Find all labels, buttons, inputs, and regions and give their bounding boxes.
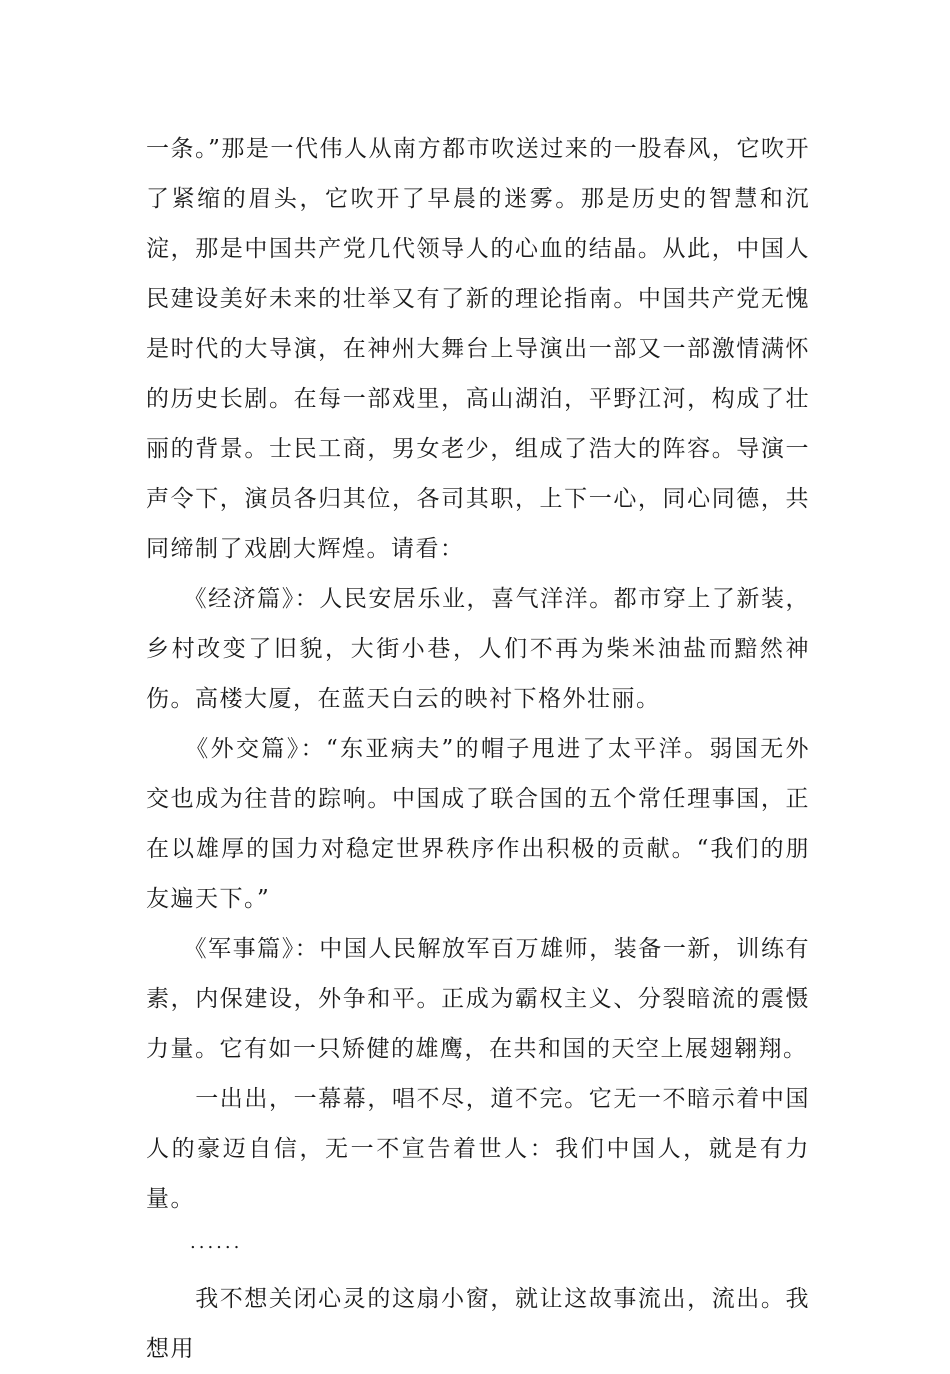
body-text: [146, 124, 810, 1374]
paragraph-summary: 一出出，一幕幕，唱不尽，道不完。它无一不暗示着中国人的豪迈自信，无一不宣告着世人：我们中国人，就是有力量。: [146, 1086, 810, 1212]
paragraph-intro: 一条。”那是一代伟人从南方都市吹送过来的一股春风，它吹开了紧缩的眉头，它吹开了早晨的迷雾。那是历史的智慧和沉淀，那是中国共产党几代领导人的心血的结晶。从此，中国人民建设美好未来的壮举又有了新的理论指南。中国共产党无愧是时代的大导演，在神州大舞台上导演出一部又一部激情满怀的历史长剧。在每一部戏里，高山湖泊，平野江河，构成了壮丽的背景。士民工商，男女老少，组成了浩大的阵容。导演一声令下，演员各归其位，各司其职，上下一心，同心同德，共同缔制了戏剧大辉煌。请看：: [146, 136, 810, 562]
paragraph-military: 《军事篇》：中国人民解放军百万雄师，装备一新，训练有素，内保建设，外争和平。正成为霸权主义、分裂暗流的震慑力量。它有如一只矫健的雄鹰，在共和国的天空上展翅翱翔。: [146, 936, 810, 1062]
paragraph-closing: 我不想关闭心灵的这扇小窗，就让这故事流出，流出。我想用: [146, 1286, 810, 1362]
paragraph-economy: 《经济篇》：人民安居乐业，喜气洋洋。都市穿上了新装，乡村改变了旧貌，大街小巷，人们不再为柴米油盐而黯然神伤。高楼大厦，在蓝天白云的映衬下格外壮丽。: [146, 586, 810, 712]
paragraph-diplomacy: 《外交篇》：“东亚病夫”的帽子甩进了太平洋。弱国无外交也成为往昔的踪响。中国成了联合国的五个常任理事国，正在以雄厚的国力对稳定世界秩序作出积极的贡献。“我们的朋友遍天下。”: [146, 736, 810, 912]
ellipsis: ......: [190, 1232, 243, 1253]
